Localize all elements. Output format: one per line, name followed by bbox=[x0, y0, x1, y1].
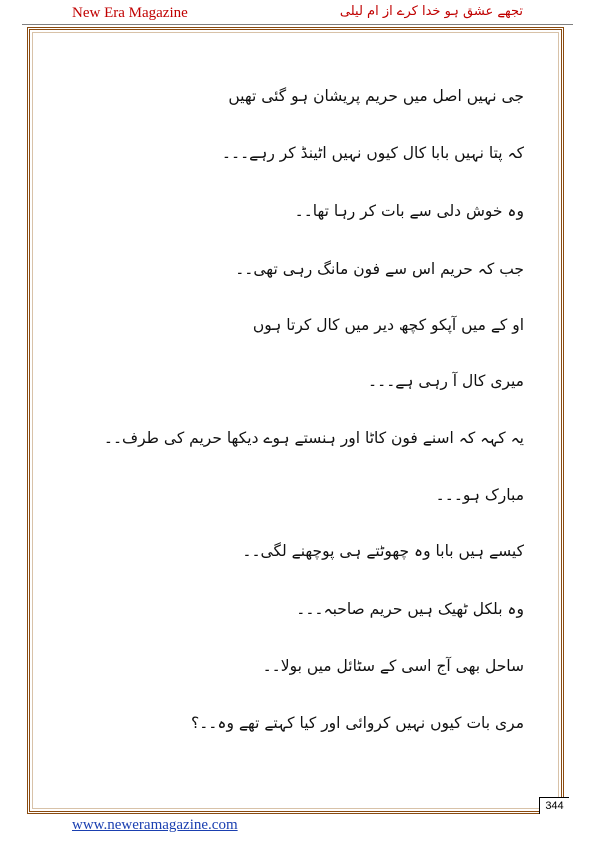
text-line: وہ بلکل ٹھیک ہیں حریم صاحبہ۔۔۔ bbox=[296, 600, 524, 618]
header-divider bbox=[22, 24, 573, 25]
text-line: مری بات کیوں نہیں کروائی اور کیا کہتے تھے وہ۔۔؟ bbox=[190, 714, 524, 732]
page-border bbox=[27, 27, 564, 814]
website-link[interactable]: www.neweramagazine.com bbox=[72, 817, 238, 833]
text-line: کیسے ہیں بابا وہ چھوٹتے ہی پوچھنے لگی۔۔ bbox=[242, 542, 524, 560]
text-line: جی نہیں اصل میں حریم پریشان ہو گئی تھیں bbox=[228, 87, 524, 105]
magazine-name: New Era Magazine bbox=[72, 5, 188, 21]
text-line: وہ خوش دلی سے بات کر رہا تھا۔۔ bbox=[294, 202, 524, 220]
text-line: جب کہ حریم اس سے فون مانگ رہی تھی۔۔ bbox=[235, 260, 524, 278]
page-number: 344 bbox=[539, 797, 569, 814]
text-line: کہ پتا نہیں بابا کال کیوں نہیں اٹینڈ کر رہے۔۔۔ bbox=[221, 144, 524, 162]
text-line: یہ کہہ کہ اسنے فون کاٹا اور ہنستے ہوے دیکھا حریم کی طرف۔۔ bbox=[103, 429, 524, 447]
text-line: او کے میں آپکو کچھ دیر میں کال کرتا ہوں bbox=[252, 316, 524, 334]
novel-title: تجھے عشق ہو خدا کرے از ام لیلی bbox=[339, 4, 523, 19]
text-line: میری کال آ رہی ہے۔۔۔ bbox=[368, 372, 524, 390]
text-line: ساحل بھی آج اسی کے سٹائل میں بولا۔۔ bbox=[262, 657, 524, 675]
text-line: مبارک ہو۔۔۔ bbox=[435, 486, 524, 504]
